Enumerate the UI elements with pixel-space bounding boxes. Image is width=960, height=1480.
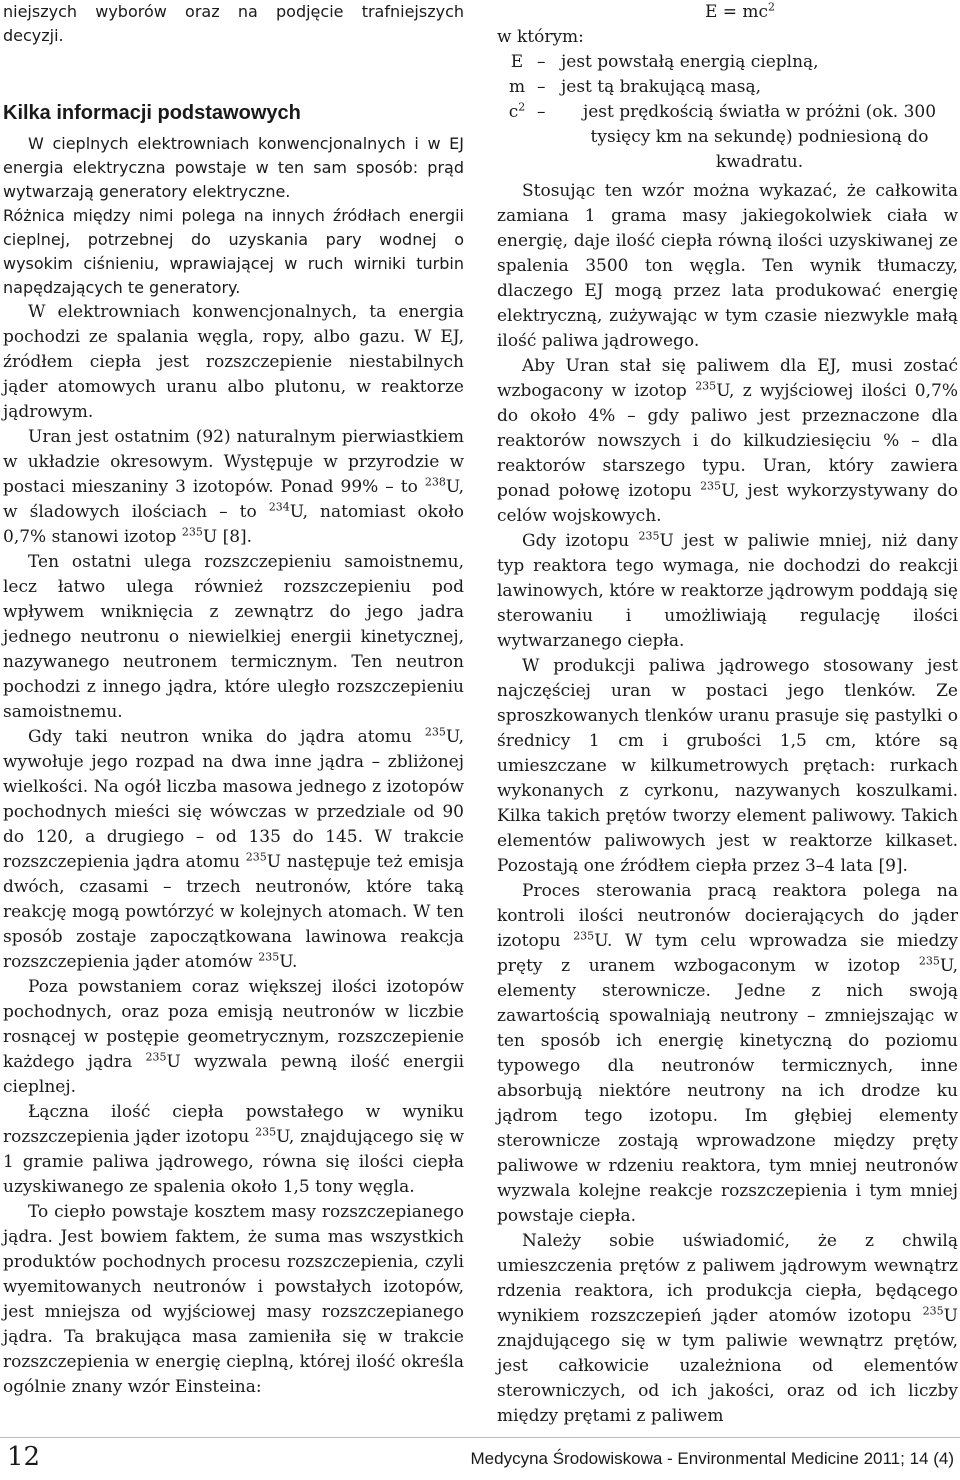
definition-row: E – jest powstałą energią cieplną,: [510, 52, 819, 72]
paragraph: Poza powstaniem coraz większej ilości izotopów pochodnych, oraz poza emisją neutronów w liczbie rosnącej w postępie geometrycznym, rozszczepienie każdego jądra $^{235}$U wyzwala pewną ilość energii cieplnej.: [3, 977, 465, 1097]
definition-row: m – jest tą brakującą masą,: [508, 77, 762, 97]
page-footer: [0, 1440, 960, 1480]
paragraph: W cieplnych elektrowniach konwencjonalnych i w EJ energia elektryczna powstaje w ten sam sposób: prąd wytwarzają generatory elektryczne.: [3, 134, 464, 201]
paragraph: Stosując ten wzór można wykazać, że całkowita zamiana 1 grama masy jakiegokolwiek ciała w energię, daje ilość ciepła równą ilości uzyskiwanej ze spalenia 3500 ton węgla. Ten wynik tłumaczy, dlaczego EJ mogą przez lata produkować energię elektryczną, zużywając w tym czasie niezwykle małą ilość paliwa jądrowego.: [497, 181, 958, 351]
paragraph: Proces sterowania pracą reaktora polega na kontroli ilości neutronów docierających do jąder izotopu $^{235}$U. W tym celu wprowadza sie miedzy pręty z uranem wzbogaconym w izotop $^{235}$U, elementy sterownicze. Jedne z nich swoją zawartością spowalniają neutrony – zmniejszając w ten sposób ich energię kinetyczną do poziomu typowego dla neutronów termicznych, inne absorbują niektóre neutrony na ich drodze ku jądrom tego izotopu. Im głębiej elementy sterownicze zostają wprowadzone między pręty paliwowe w rdzeniu reaktora, tym mniej neutronów wyzwala kolejne reakcje rozszczepienia i tym mniej powstaje ciepła.: [497, 881, 959, 1226]
page-number: 12: [7, 1442, 41, 1472]
paragraph: Ten ostatni ulega rozszczepieniu samoistnemu, lecz łatwo ulega również rozszczepieniu pod wpływem wniknięcia z zewnątrz do jego jadra jednego neutronu o niewielkiej energii kinetycznej, nazywanego neutronem termicznym. Ten neutron pochodzi z innego jądra, które uległo rozszczepieniu samoistnemu.: [3, 552, 464, 722]
right-column: [497, 0, 958, 1429]
journal-citation: Medycyna Środowiskowa - Environmental Medicine 2011; 14 (4): [470, 1449, 954, 1468]
paragraph: Uran jest ostatnim (92) naturalnym pierwiastkiem w układzie okresowym. Występuje w przyrodzie w postaci mieszaniny 3 izotopów. Ponad 99% – to $^{238}$U, w śladowych ilościach – to $^{234}$U, natomiast około 0,7% stanowi izotop $^{235}$U [8].: [3, 427, 464, 547]
einstein-formula: $E = mc^2$: [704, 0, 776, 22]
paragraph: Należy sobie uświadomić, że z chwilą umieszczenia prętów z paliwem jądrowym wewnątrz rdzenia reaktora, ich produkcja ciepła, będącego wynikiem rozszczepień jąder atomów izotopu $^{235}$U znajdującego się w tym paliwie wewnątrz prętów, jest całkowicie uzależniona od elementów sterowniczych, od ich jakości, oraz od ich liczby między prętami z paliwem: [497, 1231, 958, 1426]
paragraph: Różnica między nimi polega na innych źródłach energii cieplnej, potrzebnej do uzyskania pary wodnej o wysokim ciśnieniu, wprawiającej w ruch wirniki turbin napędzających te generatory.: [3, 206, 464, 297]
formula-legend-intro: w którym:: [497, 27, 584, 47]
section-heading: Kilka informacji podstawowych: [3, 102, 301, 124]
paragraph: Aby Uran stał się paliwem dla EJ, musi zostać wzbogacony w izotop $^{235}$U, z wyjściowej ilości 0,7% do około 4% – gdy paliwo jest przeznaczone dla reaktorów nowszych i do kilkudziesięciu % – dla reaktorów starszego typu. Uran, który zawiera ponad połowę izotopu $^{235}$U, jest wykorzystywany do celów wojskowych.: [497, 356, 958, 526]
left-column: [3, 0, 464, 1400]
paragraph: W produkcji paliwa jądrowego stosowany jest najczęściej uran w postaci jego tlenków. Ze sproszkowanych tlenków uranu prasuje się pastylki o średnicy 1 cm i grubości 1,5 cm, które są umieszczane w kilkumetrowych prętach: rurkach wykonanych z cyrkonu, nazywanych koszulkami. Kilka takich prętów tworzy element paliwowy. Takich elementów paliwowych jest w reaktorze kilkaset. Pozostają one źródłem ciepła przez 3–4 lata [9].: [497, 656, 958, 876]
paragraph: To ciepło powstaje kosztem masy rozszczepianego jądra. Jest bowiem faktem, że suma mas wszystkich produktów pochodnych procesu rozszczepienia, czyli wyemitowanych neutronów i powstałych izotopów, jest mniejsza od wyjściowej masy rozszczepianego jądra. Ta brakująca masa zamieniła się w trakcie rozszczepienia w energię cieplną, której ilość określa ogólnie znany wzór Einsteina:: [3, 1202, 464, 1397]
paragraph: Gdy izotopu $^{235}$U jest w paliwie mniej, niż dany typ reaktora tego wymaga, nie dochodzi do reakcji lawinowych, które w reaktorze jądrowym poddają się sterowaniu i umożliwiają regulację ilości wytwarzanego ciepła.: [497, 529, 958, 651]
paragraph: Gdy taki neutron wnika do jądra atomu $^{235}$U, wywołuje jego rozpad na dwa inne jądra – zbliżonej wielkości. Na ogół liczba masowa jednego z izotopów pochodnych mieści się wówczas w przedziale od 90 do 120, a drugiego – od 135 do 145. W trakcie rozszczepienia jądra atomu $^{235}$U następuje też emisja dwóch, czasami – trzech neutronów, które taką reakcję mogą powtórzyć w kolejnych atomach. W ten sposób zostaje zapoczątkowana lawinowa reakcja rozszczepienia jąder atomów $^{235}$U.: [3, 725, 464, 972]
intro-paragraph-end: niejszych wyborów oraz na podjęcie trafniejszych decyzji.: [3, 2, 464, 45]
formula-definitions: [497, 50, 958, 175]
paragraph: W elektrowniach konwencjonalnych, ta energia pochodzi ze spalania węgla, ropy, albo gazu. W EJ, źródłem ciepła jest rozszczepienie niestabilnych jąder atomowych uranu albo plutonu, w reaktorze jądrowym.: [3, 302, 464, 422]
paragraph: Łączna ilość ciepła powstałego w wyniku rozszczepienia jąder izotopu $^{235}$U, znajdującego się w 1 gramie paliwa jądrowego, równa się ilości ciepła uzyskiwanego ze spalenia około 1,5 tony węgla.: [3, 1102, 464, 1197]
footer-divider: [0, 1437, 960, 1438]
definition-row: $c^2$ – jest prędkością światła w próżni (ok. 300 tysięcy km na sekundę) podniesioną do kwadratu.: [508, 100, 937, 172]
